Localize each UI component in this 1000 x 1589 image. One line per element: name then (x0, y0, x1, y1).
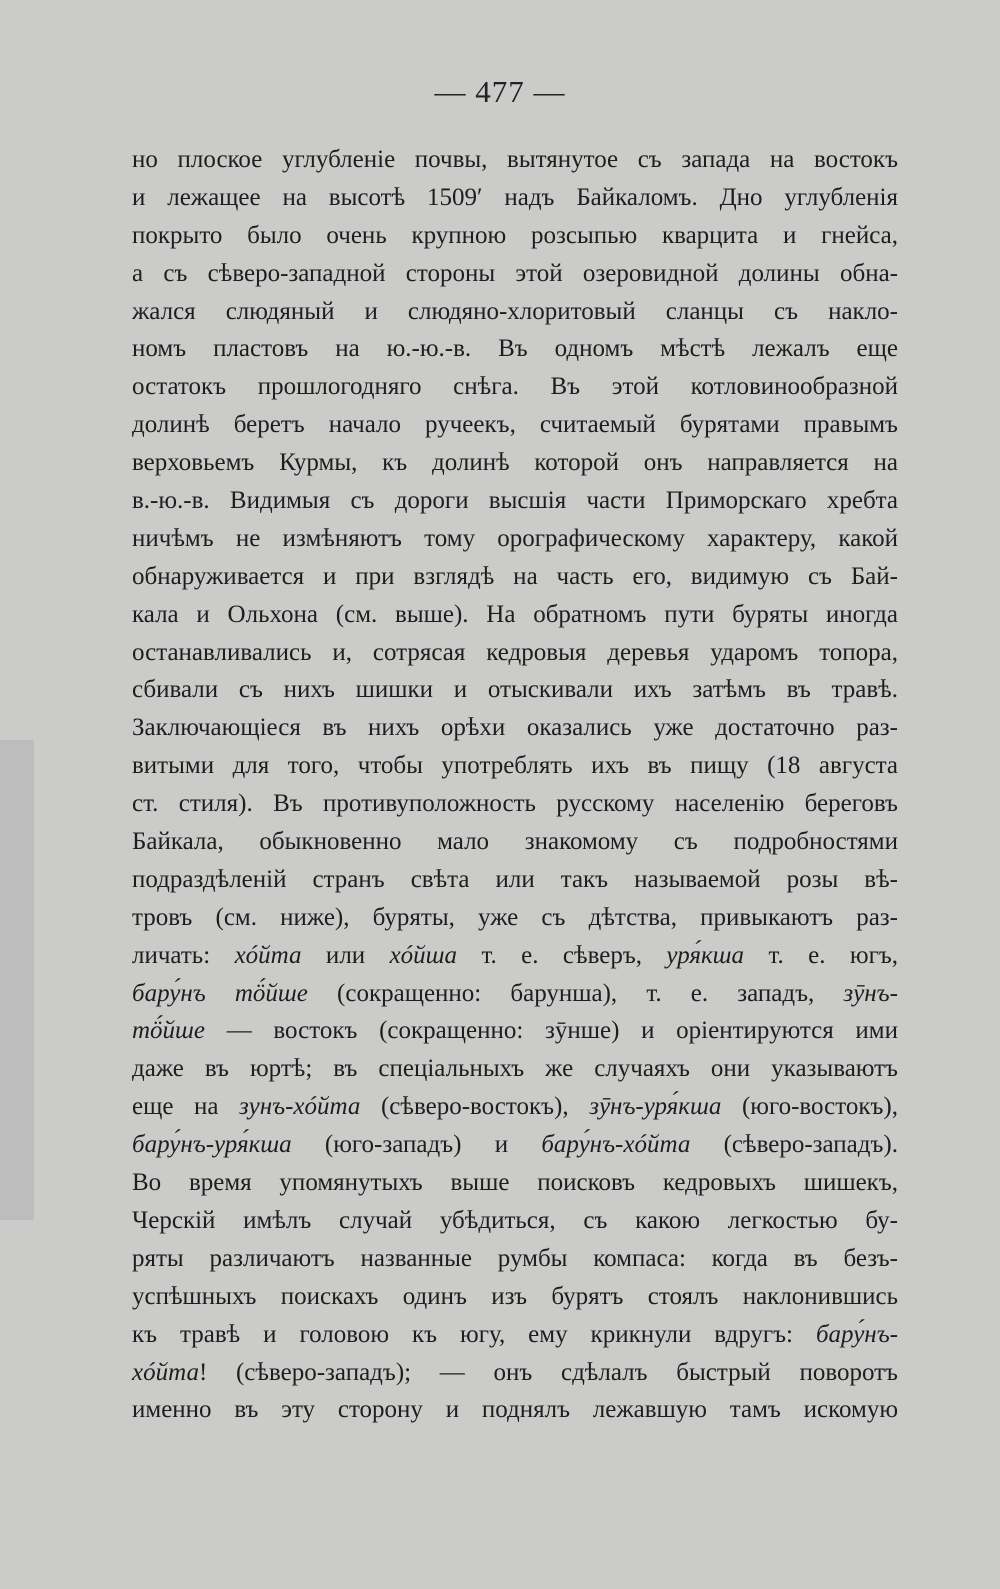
text-line: ст. стиля). Въ противуположность русскому населенію береговъ (132, 790, 898, 818)
text-line (132, 1126, 898, 1164)
text-line: долинѣ беретъ начало ручеекъ, считаемый бурятами правымъ (132, 411, 898, 439)
text-run: (сокращенно: барунша), т. е. западъ, (307, 979, 844, 1007)
text-line: остатокъ прошлогодняго снѣга. Въ этой котловинообразной (132, 373, 898, 401)
text-run: (юго-востокъ), (721, 1093, 898, 1121)
text-run: — востокъ (сокращенно: зӯнше) и оріентируются ими (205, 1017, 898, 1045)
italic-term: зунъ-хóйта (239, 1093, 361, 1121)
italic-term: бару́нъ-хóйта (541, 1131, 691, 1159)
text-line: но плоское углубленіе почвы, вытянутое съ запада на востокъ (132, 146, 898, 173)
text-line (132, 975, 898, 1013)
page-number: — 477 — (434, 74, 566, 109)
text-line (132, 1202, 898, 1240)
text-line (132, 1391, 898, 1429)
text-line: Заключающіеся въ нихъ орѣхи оказались уже достаточно раз- (132, 714, 898, 742)
italic-term: зӯнъ-уря́кша (589, 1093, 722, 1121)
text-line: а съ сѣверо-западной стороны этой озеровидной долины обна- (132, 259, 898, 287)
text-line: ничѣмъ не измѣняютъ тому орографическому характеру, какой (132, 524, 898, 552)
text-run: т. е. сѣверъ, (457, 941, 667, 969)
text-run: еще на (132, 1093, 240, 1121)
text-line: подраздѣленій странъ свѣта или такъ называемой розы вѣ- (132, 865, 898, 893)
text-line: обнаруживается и при взглядѣ на часть его, видимую съ Бай- (132, 562, 898, 590)
text-line: жался слюдяный и слюдяно-хлоритовый сланцы съ накло- (132, 297, 898, 325)
italic-term: хóйта (132, 1358, 199, 1386)
text-run: (сѣверо-западъ). (690, 1131, 898, 1159)
text-run: даже въ юртѣ; въ спеціальныхъ же случаяхъ они указываютъ (132, 1055, 898, 1083)
text-line: останавливались и, сотрясая кедровыя деревья ударомъ топора, (132, 638, 898, 666)
text-line: сбивали съ нихъ шишки и отыскивали ихъ затѣмъ въ травѣ. (132, 676, 898, 704)
text-line: кала и Ольхона (см. выше). На обратномъ пути буряты иногда (132, 600, 898, 628)
text-line (132, 1278, 898, 1316)
text-run: успѣшныхъ поискахъ одинъ изъ бурятъ стоялъ наклонившись (132, 1282, 898, 1310)
italic-term: бару́нъ-уря́кша (132, 1131, 292, 1159)
italic-term: бару́нъ- (815, 1320, 898, 1348)
text-line: тровъ (см. ниже), буряты, уже съ дѣтства, привыкаютъ раз- (132, 903, 898, 931)
italic-term: уря́кша (666, 941, 745, 969)
text-line (132, 1354, 898, 1392)
text-line: верховьемъ Курмы, къ долинѣ которой онъ направляется на (132, 449, 898, 477)
text-line: покрыто было очень крупною розсыпью кварцита и гнейса, (132, 221, 898, 249)
text-run: (юго-западъ) и (291, 1131, 542, 1159)
italic-term: тӧ́йше (132, 1017, 206, 1045)
text-run: Во время упомянутыхъ выше поисковъ кедровыхъ шишекъ, (132, 1169, 898, 1197)
text-run: ряты различаютъ названные румбы компаса: когда въ безъ- (132, 1244, 898, 1272)
text-line (132, 1050, 898, 1088)
text-line: витыми для того, чтобы употреблять ихъ въ пищу (18 августа (132, 752, 898, 780)
text-line: в.-ю.-в. Видимыя съ дороги высшія части Приморскаго хребта (132, 487, 898, 515)
scan-shadow (0, 740, 34, 1220)
text-line: номъ пластовъ на ю.-ю.-в. Въ одномъ мѣстѣ лежалъ еще (132, 335, 898, 363)
text-run: Черскій имѣлъ случай убѣдиться, съ какою легкостью бу- (132, 1206, 898, 1234)
text-run: къ травѣ и головою къ югу, ему крикнули вдругъ: (132, 1320, 816, 1348)
text-line (132, 1164, 898, 1202)
text-line (132, 1316, 898, 1354)
text-run: (сѣверо-востокъ), (360, 1093, 590, 1121)
text-line (132, 1012, 898, 1050)
text-line (132, 937, 898, 975)
italic-term: зӯнъ- (843, 979, 898, 1007)
italic-term: бару́нъ тӧ́йше (132, 979, 308, 1007)
mixed-text-lines (132, 937, 898, 1430)
text-line: Байкала, обыкновенно мало знакомому съ подробностями (132, 828, 898, 856)
italic-term: хóйша (389, 941, 458, 969)
text-line (132, 1088, 898, 1126)
text-run: или (301, 941, 390, 969)
text-run: ! (сѣверо-западъ); — онъ сдѣлалъ быстрый поворотъ (198, 1358, 898, 1386)
text-run: т. е. югъ, (744, 941, 899, 969)
text-line: и лежащее на высотѣ 1509′ надъ Байкаломъ. Дно углубленія (132, 183, 898, 211)
text-run: личать: (132, 941, 235, 969)
body-text (132, 141, 898, 1429)
italic-term: хóйта (234, 941, 302, 969)
text-run: именно въ эту сторону и поднялъ лежавшую тамъ искомую (132, 1396, 898, 1424)
text-line (132, 1240, 898, 1278)
